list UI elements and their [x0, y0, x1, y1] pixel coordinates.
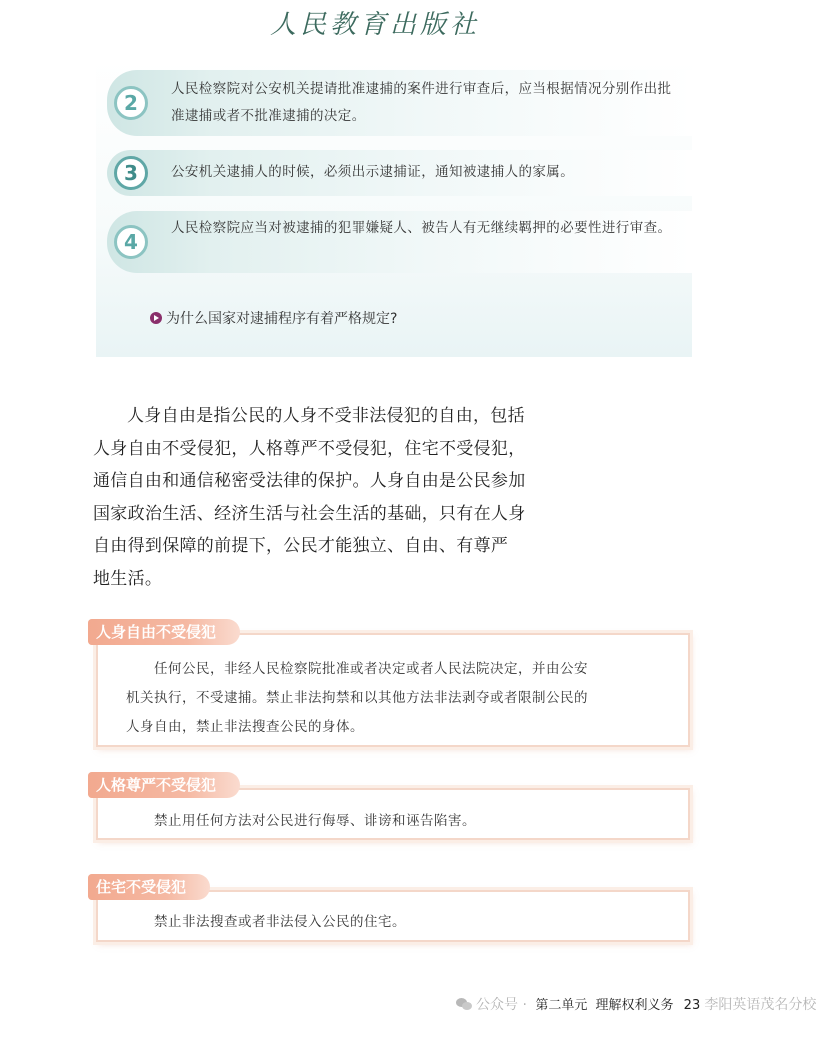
legal-article-tag: 住宅不受侵犯 [88, 874, 210, 900]
legal-text-line: 机关执行，不受逮捕。禁止非法拘禁和以其他方法非法剥夺或者限制公民的 [126, 690, 588, 706]
step-number-badge: 4 [114, 225, 148, 259]
page-footer [456, 994, 816, 1016]
paragraph-line: 地生活。 [93, 568, 163, 589]
step-text: 人民检察院对公安机关提请批准逮捕的案件进行审查后，应当根据情况分别作出批准逮捕或者不批准逮捕的决定。 [171, 81, 672, 124]
legal-article-text: 禁止用任何方法对公民进行侮辱、诽谤和诬告陷害。 [154, 813, 476, 829]
procedure-step-3 [107, 150, 692, 196]
step-number-badge: 2 [114, 86, 148, 120]
legal-article-text: 禁止非法搜查或者非法侵入公民的住宅。 [154, 914, 406, 930]
discussion-question [150, 308, 397, 330]
legal-text-line: 人身自由，禁止非法搜查公民的身体。 [126, 719, 364, 735]
watermark-prefix: 公众号 · [476, 997, 532, 1013]
paragraph-line: 国家政治生活、经济生活与社会生活的基础，只有在人身 [93, 503, 526, 524]
question-text: 为什么国家对逮捕程序有着严格规定? [166, 311, 398, 327]
paragraph-line: 人身自由是指公民的人身不受非法侵犯的自由，包括 [127, 406, 525, 426]
body-paragraph [93, 400, 555, 595]
step-number-badge: 3 [114, 156, 148, 190]
step-text: 公安机关逮捕人的时候，必须出示逮捕证，通知被逮捕人的家属。 [171, 164, 575, 180]
legal-article-tag: 人身自由不受侵犯 [88, 619, 240, 645]
publisher-logo: 人民教育出版社 [270, 10, 481, 40]
paragraph-line: 通信自由和通信秘密受法律的保护。人身自由是公民参加 [93, 471, 526, 491]
page-number: 23 [683, 998, 701, 1013]
step-text: 人民检察院应当对被逮捕的犯罪嫌疑人、被告人有无继续羁押的必要性进行审查。 [171, 220, 672, 236]
watermark-suffix: 李阳英语茂名分校 [704, 997, 816, 1013]
procedure-step-4 [107, 211, 692, 273]
wechat-icon [456, 998, 472, 1011]
play-circle-icon [150, 312, 162, 324]
legal-article-tag: 人格尊严不受侵犯 [88, 772, 240, 798]
paragraph-line: 自由得到保障的前提下，公民才能独立、自由、有尊严 [93, 536, 509, 556]
procedure-step-2 [107, 70, 692, 136]
paragraph-line: 人身自由不受侵犯，人格尊严不受侵犯，住宅不受侵犯， [93, 438, 526, 459]
legal-article-text [126, 655, 666, 742]
legal-text-line: 任何公民，非经人民检察院批准或者决定或者人民法院决定，并由公安 [154, 661, 588, 677]
unit-label: 第二单元 [535, 998, 588, 1013]
unit-title: 理解权利义务 [595, 998, 674, 1013]
